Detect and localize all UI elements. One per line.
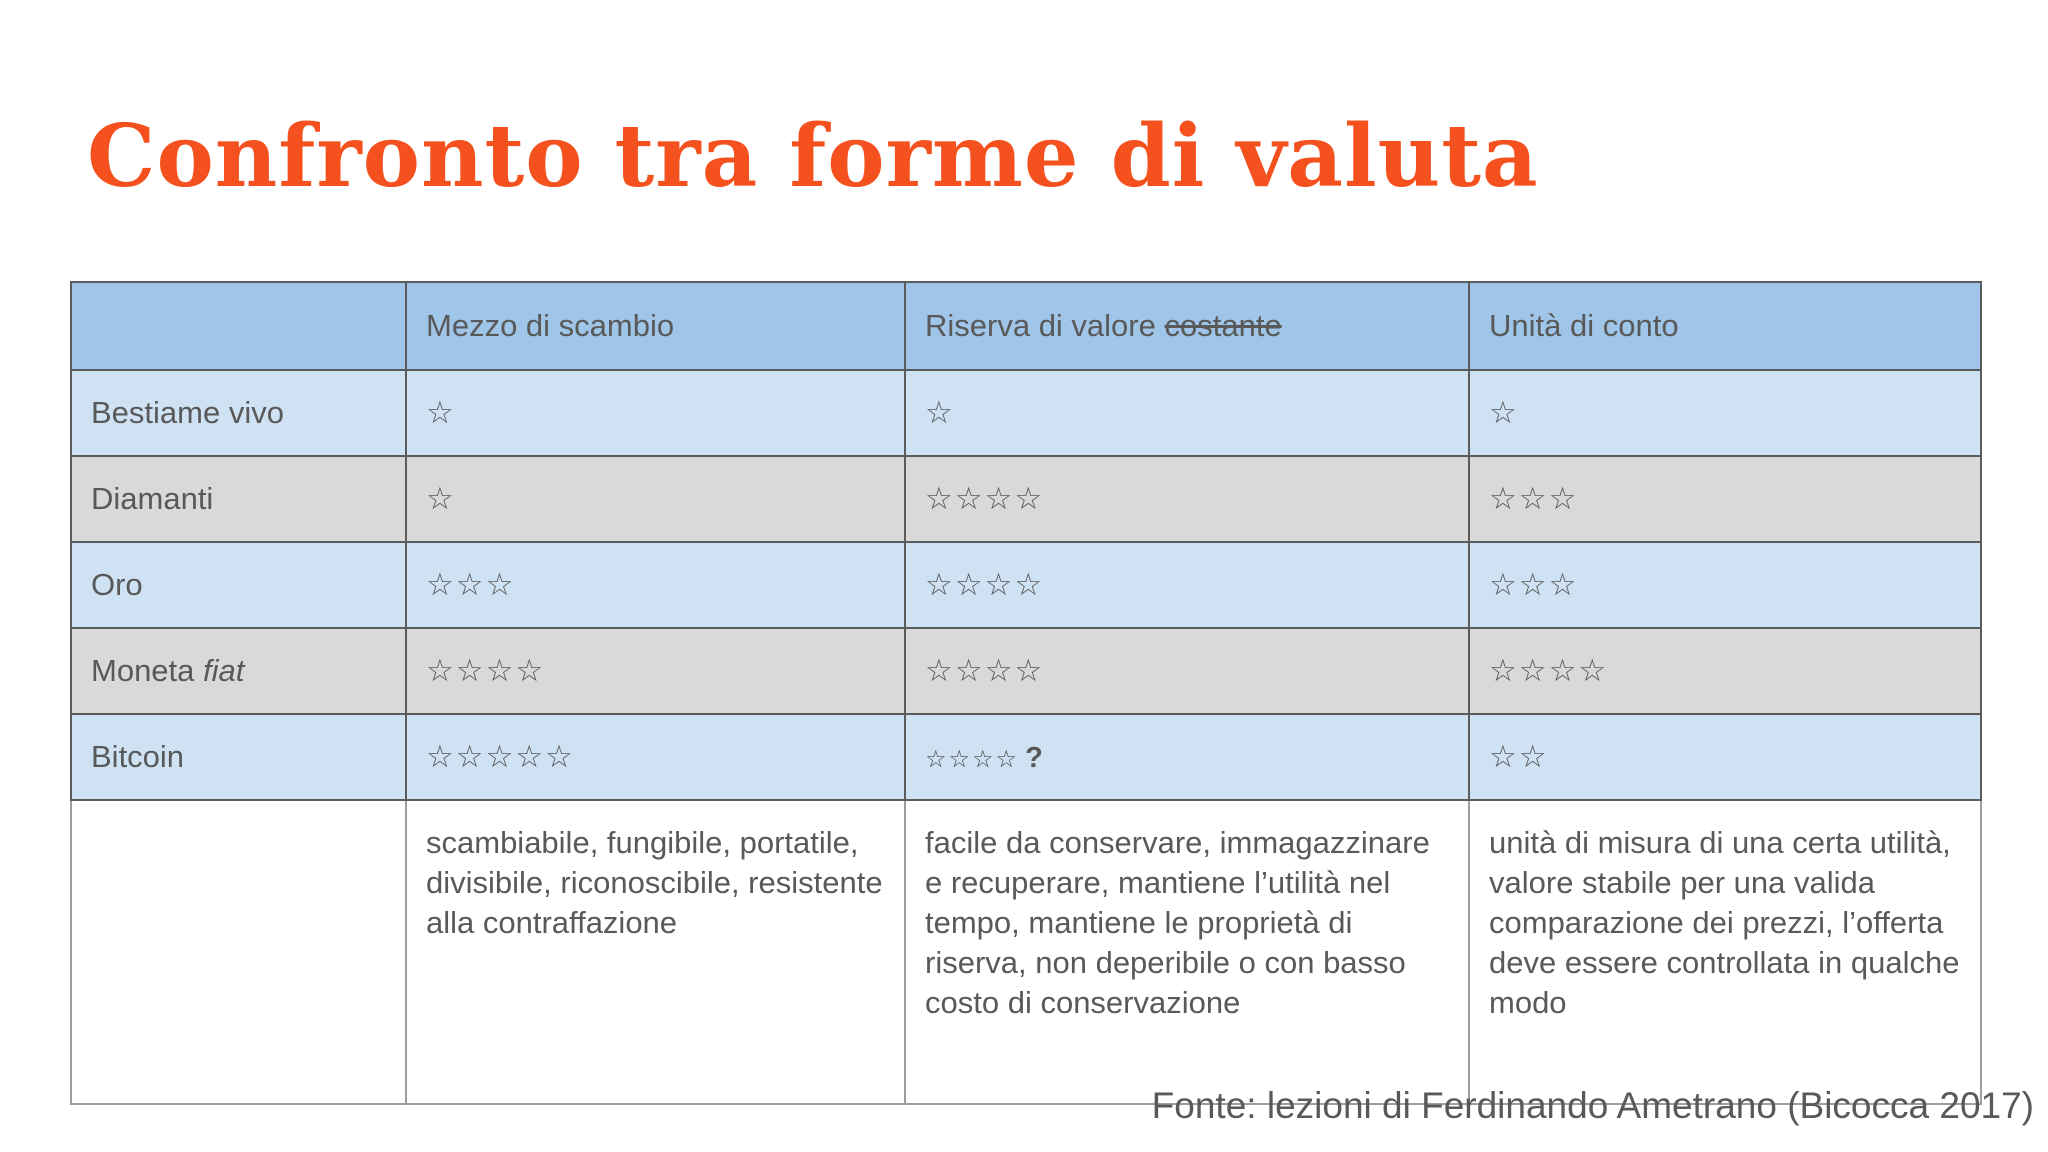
row-label: Bestiame vivo [71, 370, 406, 456]
rating-stars: ☆☆☆☆ [905, 542, 1469, 628]
table-row [71, 370, 1981, 456]
row-label-emphasis: fiat [203, 653, 245, 688]
table-header-row [71, 282, 1981, 370]
table-row-descriptions [71, 800, 1981, 1104]
table-row [71, 628, 1981, 714]
rating-stars: ☆☆☆ [406, 542, 905, 628]
rating-stars: ☆☆☆ [1469, 542, 1981, 628]
rating-stars: ☆☆☆ [1469, 456, 1981, 542]
header-unita-di-conto: Unità di conto [1469, 282, 1981, 370]
source-citation: Fonte: lezioni di Ferdinando Ametrano (Bicocca 2017) [1151, 1085, 2034, 1126]
rating-stars: ☆☆☆☆ [1469, 628, 1981, 714]
slide-title: Confronto tra forme di valuta [87, 106, 1539, 207]
description-riserva-di-valore: facile da conservare, immagazzinare e recuperare, mantiene l’utilità nel tempo, mantiene le proprietà di riserva, non deperibile o con basso costo di conservazione [905, 800, 1469, 1104]
comparison-table [70, 281, 1982, 1105]
header-riserva-label: Riserva di valore [925, 308, 1156, 343]
header-riserva-di-valore [905, 282, 1469, 370]
rating-stars: ☆☆☆☆ [925, 746, 1020, 773]
rating-stars-uncertain [905, 714, 1469, 800]
table-row [71, 456, 1981, 542]
rating-stars: ☆☆☆☆ [905, 628, 1469, 714]
description-mezzo-di-scambio: scambiabile, fungibile, portatile, divisibile, riconoscibile, resistente alla contraffazione [406, 800, 905, 1104]
rating-stars: ☆☆☆☆ [905, 456, 1469, 542]
row-label: Bitcoin [71, 714, 406, 800]
description-unita-di-conto: unità di misura di una certa utilità, valore stabile per una valida comparazione dei prezzi, l’offerta deve essere controllata in qualche modo [1469, 800, 1981, 1104]
header-mezzo-di-scambio: Mezzo di scambio [406, 282, 905, 370]
rating-stars: ☆☆☆☆☆ [406, 714, 905, 800]
rating-stars: ☆☆☆☆ [406, 628, 905, 714]
question-mark: ? [1025, 742, 1043, 774]
header-empty-cell [71, 282, 406, 370]
empty-cell [71, 800, 406, 1104]
row-label-text: Moneta [91, 653, 195, 688]
rating-stars: ☆☆ [1469, 714, 1981, 800]
table-row [71, 714, 1981, 800]
table-row [71, 542, 1981, 628]
rating-stars: ☆ [406, 370, 905, 456]
row-label [71, 628, 406, 714]
rating-stars: ☆ [406, 456, 905, 542]
rating-stars: ☆ [905, 370, 1469, 456]
header-costante-strikethrough: costante [1164, 308, 1282, 343]
rating-stars: ☆ [1469, 370, 1981, 456]
row-label: Oro [71, 542, 406, 628]
row-label: Diamanti [71, 456, 406, 542]
